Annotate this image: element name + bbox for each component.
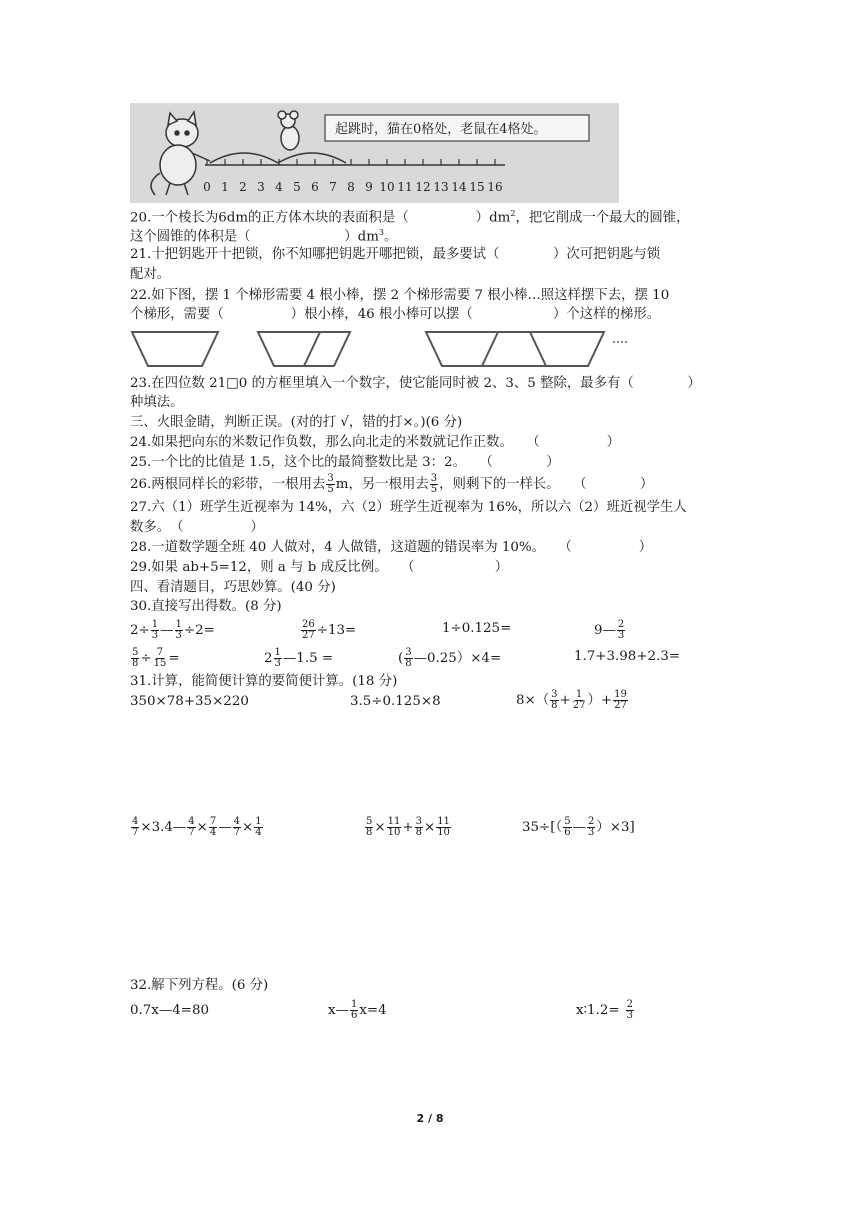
q31-calc-4: $\frac{4}{7}$ ×3.4— $\frac{4}{7}$ × $\frac{7}{4}$ — $\frac{4}{7}$ × $\frac{1}{4}$ xyxy=(132,816,262,838)
question-31-title: 31.计算，能简便计算的要简便计算。(18 分) xyxy=(130,674,398,689)
question-23-line-2: 种填法。 xyxy=(130,395,184,410)
q32-equation-3: x∶1.2= $\frac{2}{3}$ xyxy=(576,999,633,1021)
number-line-label: 16 xyxy=(487,180,503,194)
number-line-label: 5 xyxy=(293,180,301,194)
question-26: 26.两根同样长的彩带，一根用去 $\frac{3}{5}$ m，另一根用去 $\frac{3}{5}$ ，则剩下的一样长。 （ ） xyxy=(130,473,654,495)
q30-expr-1: 2÷ $\frac{1}{3}$ — $\frac{1}{3}$ ÷2= xyxy=(130,619,215,641)
number-line-label: 8 xyxy=(347,180,355,194)
question-29: 29.如果 ab+5=12，则 a 与 b 成反比例。 （ ） xyxy=(130,560,509,575)
question-27-line-1: 27.六（1）班学生近视率为 14%，六（2）班学生近视率为 16%，所以六（2）班近视学生人 xyxy=(130,500,687,515)
number-line-label: 3 xyxy=(257,180,265,194)
question-20-line-1: 20.一个棱长为6dm的正方体木块的表面积是（ ）$dm^2$，把它削成一个最大的圆锥， xyxy=(130,209,690,226)
question-25: 25.一个比的比值是 1.5，这个比的最简整数比是 3：2。 （ ） xyxy=(130,455,560,470)
number-line-label: 4 xyxy=(275,180,283,194)
q30-expr-7: ( $\frac{3}{8}$ —0.25）×4= xyxy=(398,647,502,669)
number-line-label: 2 xyxy=(239,180,247,194)
question-22-line-1: 22.如下图，摆 1 个梯形需要 4 根小棒，摆 2 个梯形需要 7 根小棒…照这样摆下去，摆 10 xyxy=(130,288,670,303)
section-3-heading: 三、火眼金睛，判断正误。(对的打 √，错的打×。)(6 分) xyxy=(130,415,463,430)
number-line-label: 12 xyxy=(415,180,431,194)
page-number: 2 / 8 xyxy=(416,1112,444,1125)
question-28: 28.一道数学题全班 40 人做对，4 人做错，这道题的错误率为 10%。 （ ） xyxy=(130,540,653,555)
trapezoid-sticks-figure xyxy=(130,328,630,370)
illustration-caption: 起跳时，猫在0格处，老鼠在4格处。 xyxy=(335,122,547,137)
number-line-label: 0 xyxy=(203,180,211,194)
question-27-line-2: 数多。 （ ） xyxy=(130,520,264,535)
question-21-line-1: 21.十把钥匙开十把锁，你不知哪把钥匙开哪把锁，最多要试（ ）次可把钥匙与锁 xyxy=(130,247,661,262)
question-23-line-1: 23.在四位数 21□0 的方框里填入一个数字，使它能同时被 2、3、5 整除，最多有（ ） xyxy=(130,376,701,391)
q31-calc-2: 3.5÷0.125×8 xyxy=(350,694,441,709)
q30-expr-6: 2 $\frac{1}{3}$ —1.5 = xyxy=(264,647,334,669)
q32-equation-2: x— $\frac{1}{6}$ x=4 xyxy=(328,999,387,1021)
q31-calc-3: 8×（ $\frac{3}{8}$ + $\frac{1}{27}$ ）+ $\frac{19}{27}$ xyxy=(516,689,627,711)
number-line-label: 14 xyxy=(451,180,467,194)
number-line-label: 13 xyxy=(433,180,449,194)
number-line-label: 11 xyxy=(397,180,413,194)
q30-expr-2: $\frac{26}{27}$ ÷13= xyxy=(302,619,357,641)
question-22-line-2: 个梯形，需要（ ）根小棒，46 根小棒可以摆（ ）个这样的梯形。 xyxy=(130,307,661,322)
question-21-line-2: 配对。 xyxy=(130,267,171,282)
q30-expr-4: 9— $\frac{2}{3}$ xyxy=(594,619,625,641)
number-line-label: 6 xyxy=(311,180,319,194)
q31-calc-1: 350×78+35×220 xyxy=(130,694,249,709)
number-line-label: 7 xyxy=(329,180,337,194)
q31-calc-5: $\frac{5}{8}$ × $\frac{11}{10}$ + $\frac{3}{8}$ × $\frac{11}{10}$ xyxy=(366,816,450,838)
q30-expr-5: $\frac{5}{8}$ ÷ $\frac{7}{15}$ = xyxy=(132,647,180,669)
q31-calc-6: 35÷[（ $\frac{5}{6}$ — $\frac{2}{3}$ ）×3] xyxy=(522,816,635,838)
illustration-graphic xyxy=(130,103,619,203)
mouse-figure xyxy=(278,111,299,150)
question-30-title: 30.直接写出得数。(8 分) xyxy=(130,599,282,614)
question-20-line-2: 这个圆锥的体积是（ ）$dm^3$。 xyxy=(130,228,398,245)
cat-mouse-number-line-illustration xyxy=(130,103,619,203)
q30-expr-8: 1.7+3.98+2.3= xyxy=(574,649,681,664)
question-32-title: 32.解下列方程。(6 分) xyxy=(130,978,269,993)
q30-expr-3: 1÷0.125= xyxy=(442,621,512,636)
number-line-label: 15 xyxy=(469,180,485,194)
number-line-label: 1 xyxy=(221,180,229,194)
number-line-label: 10 xyxy=(379,180,395,194)
q32-equation-1: 0.7x—4=80 xyxy=(130,1003,210,1018)
question-24: 24.如果把向东的米数记作负数，那么向北走的米数就记作正数。 （ ） xyxy=(130,435,620,450)
cat-figure xyxy=(151,112,210,195)
number-line-label: 9 xyxy=(365,180,373,194)
section-4-heading: 四、看清题目，巧思妙算。(40 分) xyxy=(130,580,336,595)
